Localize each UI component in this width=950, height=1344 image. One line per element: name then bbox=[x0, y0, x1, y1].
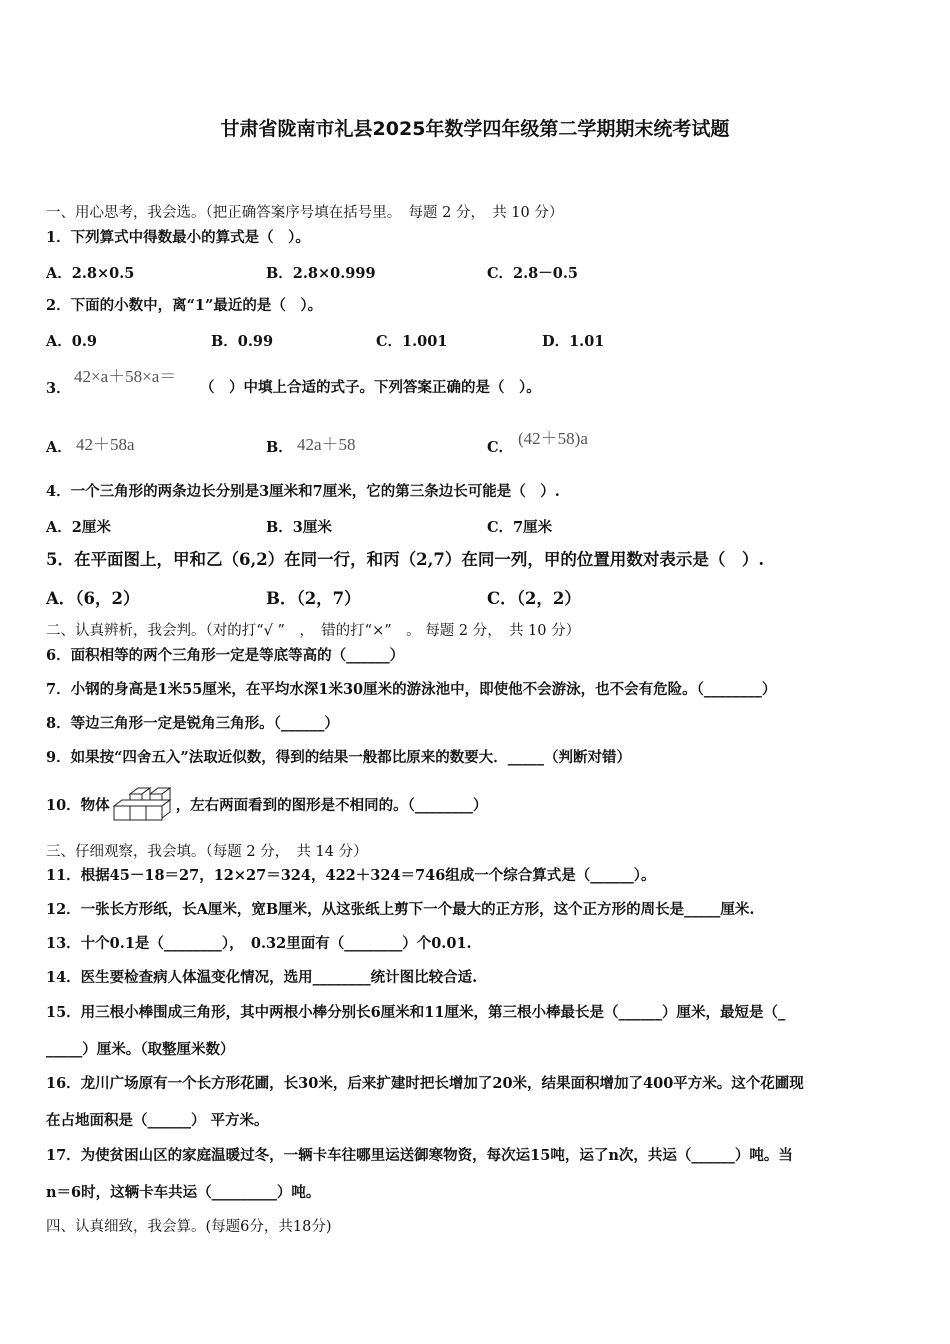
q2-option-a: A．0.9 bbox=[46, 333, 97, 350]
question-14: 14．医生要检查病人体温变化情况，选用________统计图比较合适. bbox=[46, 969, 478, 986]
question-3-number: 3． bbox=[46, 380, 71, 397]
question-17-line-1: 17．为使贫困山区的家庭温暖过冬，一辆卡车往哪里运送御寒物资，每次运15吨，运了n次，共运（______）吨。当 bbox=[46, 1147, 793, 1164]
q3-expression: 42×a＋58×a＝ bbox=[74, 367, 177, 386]
question-2: 2．下面的小数中，离“1”最近的是（ ）。 bbox=[46, 297, 323, 314]
q5-option-a: A．（6，2） bbox=[46, 589, 140, 608]
q10-text-end: ，左右两面看到的图形是不相同的。（________） bbox=[175, 797, 488, 814]
question-9: 9．如果按“四舍五入”法取近似数，得到的结果一般都比原来的数要大．_____（判断对错） bbox=[46, 749, 632, 766]
question-13: 13．十个0.1是（________）， 0.32里面有（________）个0.01. bbox=[46, 935, 472, 952]
q3-option-a-expr: 42＋58a bbox=[76, 435, 135, 454]
q3-option-b-expr: 42a＋58 bbox=[297, 435, 356, 454]
question-3: （ ）中填上合适的式子。下列答案正确的是（ ）。 bbox=[200, 379, 541, 396]
q1-option-a: A．2.8×0.5 bbox=[46, 265, 135, 282]
question-16-line-1: 16．龙川广场原有一个长方形花圃，长30米，后来扩建时把长增加了20米，结果面积增加了400平方米。这个花圃现 bbox=[46, 1075, 804, 1092]
q1-option-b: B．2.8×0.999 bbox=[266, 265, 376, 282]
question-10 bbox=[46, 786, 487, 826]
question-4: 4．一个三角形的两条边长分别是3厘米和7厘米，它的第三条边长可能是（ ）. bbox=[46, 483, 560, 500]
q2-option-d: D．1.01 bbox=[542, 333, 605, 350]
section-4-heading: 四、认真细致，我会算。(每题6分，共18分) bbox=[46, 1219, 332, 1235]
cubes-icon bbox=[110, 786, 176, 826]
q4-option-c: C．7厘米 bbox=[487, 519, 553, 536]
question-11: 11．根据45－18＝27，12×27＝324，422＋324＝746组成一个综合算式是（______）。 bbox=[46, 867, 656, 884]
q3-option-b-label: B． bbox=[266, 439, 293, 456]
question-17-line-2: n＝6时，这辆卡车共运（_________）吨。 bbox=[46, 1184, 321, 1201]
section-2-heading: 二、认真辨析，我会判。（对的打“√ ” ， 错的打“×” 。 每题 2 分， 共 10 分） bbox=[46, 623, 581, 639]
q10-text-start: 10．物体 bbox=[46, 797, 110, 814]
q2-option-c: C．1.001 bbox=[376, 333, 448, 350]
question-16-line-2: 在占地面积是（______） 平方米。 bbox=[46, 1112, 269, 1129]
question-8: 8．等边三角形一定是锐角三角形。（______） bbox=[46, 715, 339, 732]
cube-figure bbox=[110, 786, 176, 826]
page-title: 甘肃省陇南市礼县2025年数学四年级第二学期期末统考试题 bbox=[220, 118, 730, 140]
q5-option-c: C．（2，2） bbox=[487, 589, 581, 608]
section-1-heading: 一、用心思考，我会选。（把正确答案序号填在括号里。 每题 2 分， 共 10 分） bbox=[46, 205, 564, 221]
question-5: 5．在平面图上，甲和乙（6,2）在同一行，和丙（2,7）在同一列，甲的位置用数对表示是（ ）. bbox=[46, 550, 765, 569]
q3-option-c-label: C． bbox=[487, 439, 514, 456]
question-7: 7．小钢的身高是1米55厘米，在平均水深1米30厘米的游泳池中，即使他不会游泳，也不会有危险。（________） bbox=[46, 681, 777, 698]
q4-option-a: A．2厘米 bbox=[46, 519, 111, 536]
q3-option-c-expr: (42＋58)a bbox=[518, 429, 588, 448]
q4-option-b: B．3厘米 bbox=[266, 519, 332, 536]
q3-option-a-label: A． bbox=[46, 439, 72, 456]
question-6: 6．面积相等的两个三角形一定是等底等高的（______） bbox=[46, 647, 405, 664]
question-1: 1．下列算式中得数最小的算式是（ ）。 bbox=[46, 229, 310, 246]
question-12: 12．一张长方形纸，长A厘米，宽B厘米，从这张纸上剪下一个最大的正方形，这个正方形的周长是_____厘米. bbox=[46, 901, 755, 918]
q5-option-b: B．（2，7） bbox=[266, 589, 361, 608]
question-15-line-1: 15．用三根小棒围成三角形，其中两根小棒分别长6厘米和11厘米，第三根小棒最长是（______）厘米，最短是（_ bbox=[46, 1004, 786, 1021]
section-3-heading: 三、仔细观察，我会填。（每题 2 分， 共 14 分） bbox=[46, 844, 368, 860]
question-15-line-2: _____）厘米。（取整厘米数） bbox=[46, 1041, 235, 1058]
q1-option-c: C．2.8－0.5 bbox=[487, 265, 578, 282]
q2-option-b: B．0.99 bbox=[211, 333, 274, 350]
